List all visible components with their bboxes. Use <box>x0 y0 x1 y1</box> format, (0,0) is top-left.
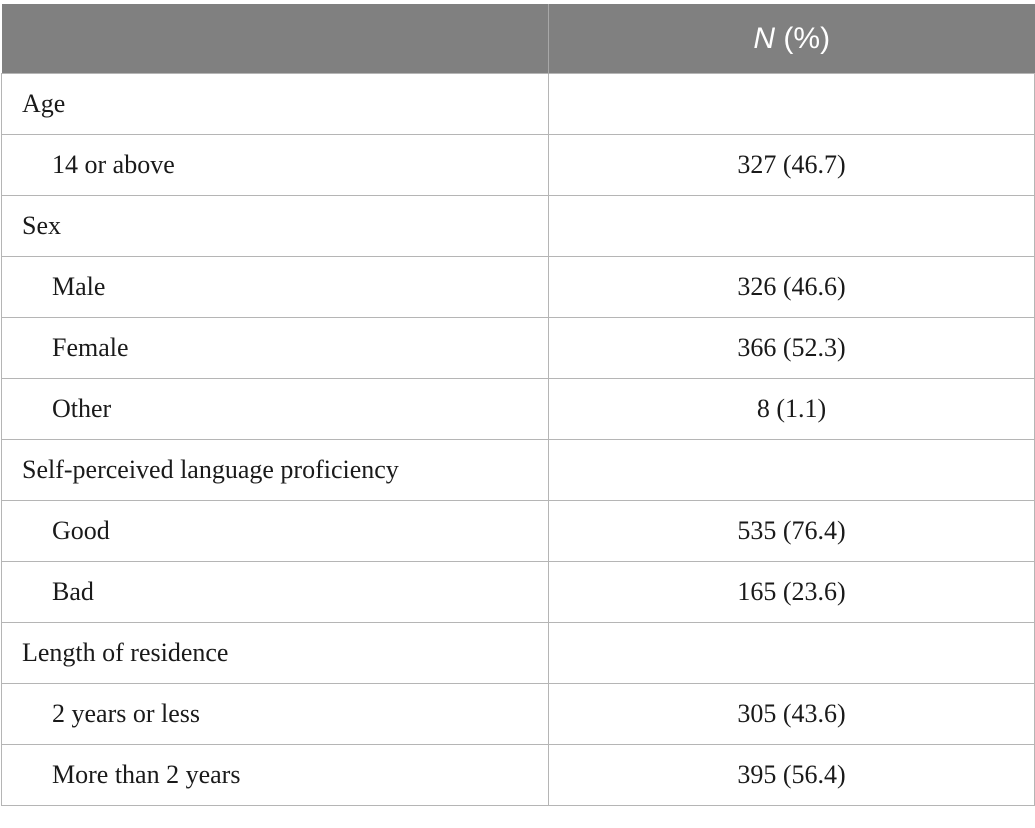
header-percent: (%) <box>775 21 831 55</box>
row-category-label: Sex <box>2 196 549 257</box>
row-category-label: Length of residence <box>2 623 549 684</box>
row-value <box>549 196 1035 257</box>
table-row <box>2 379 1035 440</box>
row-category-label: Age <box>2 74 549 135</box>
table-row <box>2 501 1035 562</box>
demographics-table <box>1 4 1035 806</box>
row-value: 327 (46.7) <box>549 135 1035 196</box>
table-row <box>2 745 1035 806</box>
header-n: N <box>753 21 776 55</box>
header-cell-label <box>2 4 549 74</box>
row-value: 8 (1.1) <box>549 379 1035 440</box>
row-value: 165 (23.6) <box>549 562 1035 623</box>
table-row <box>2 257 1035 318</box>
table-row <box>2 623 1035 684</box>
row-value: 366 (52.3) <box>549 318 1035 379</box>
row-value: 305 (43.6) <box>549 684 1035 745</box>
table-row <box>2 562 1035 623</box>
row-sublabel: Female <box>2 318 549 379</box>
row-value <box>549 440 1035 501</box>
demographics-table-container <box>1 4 1034 806</box>
table-row <box>2 684 1035 745</box>
table-header-row <box>2 4 1035 74</box>
row-value: 395 (56.4) <box>549 745 1035 806</box>
row-sublabel: 2 years or less <box>2 684 549 745</box>
table-row <box>2 440 1035 501</box>
table-row <box>2 318 1035 379</box>
row-sublabel: Bad <box>2 562 549 623</box>
header-cell-n-percent <box>549 4 1035 74</box>
row-value: 535 (76.4) <box>549 501 1035 562</box>
row-sublabel: Other <box>2 379 549 440</box>
table-row <box>2 196 1035 257</box>
row-sublabel: Good <box>2 501 549 562</box>
row-category-label: Self-perceived language proficiency <box>2 440 549 501</box>
row-value <box>549 623 1035 684</box>
row-sublabel: More than 2 years <box>2 745 549 806</box>
row-sublabel: 14 or above <box>2 135 549 196</box>
table-row <box>2 135 1035 196</box>
table-row <box>2 74 1035 135</box>
row-value <box>549 74 1035 135</box>
row-sublabel: Male <box>2 257 549 318</box>
row-value: 326 (46.6) <box>549 257 1035 318</box>
